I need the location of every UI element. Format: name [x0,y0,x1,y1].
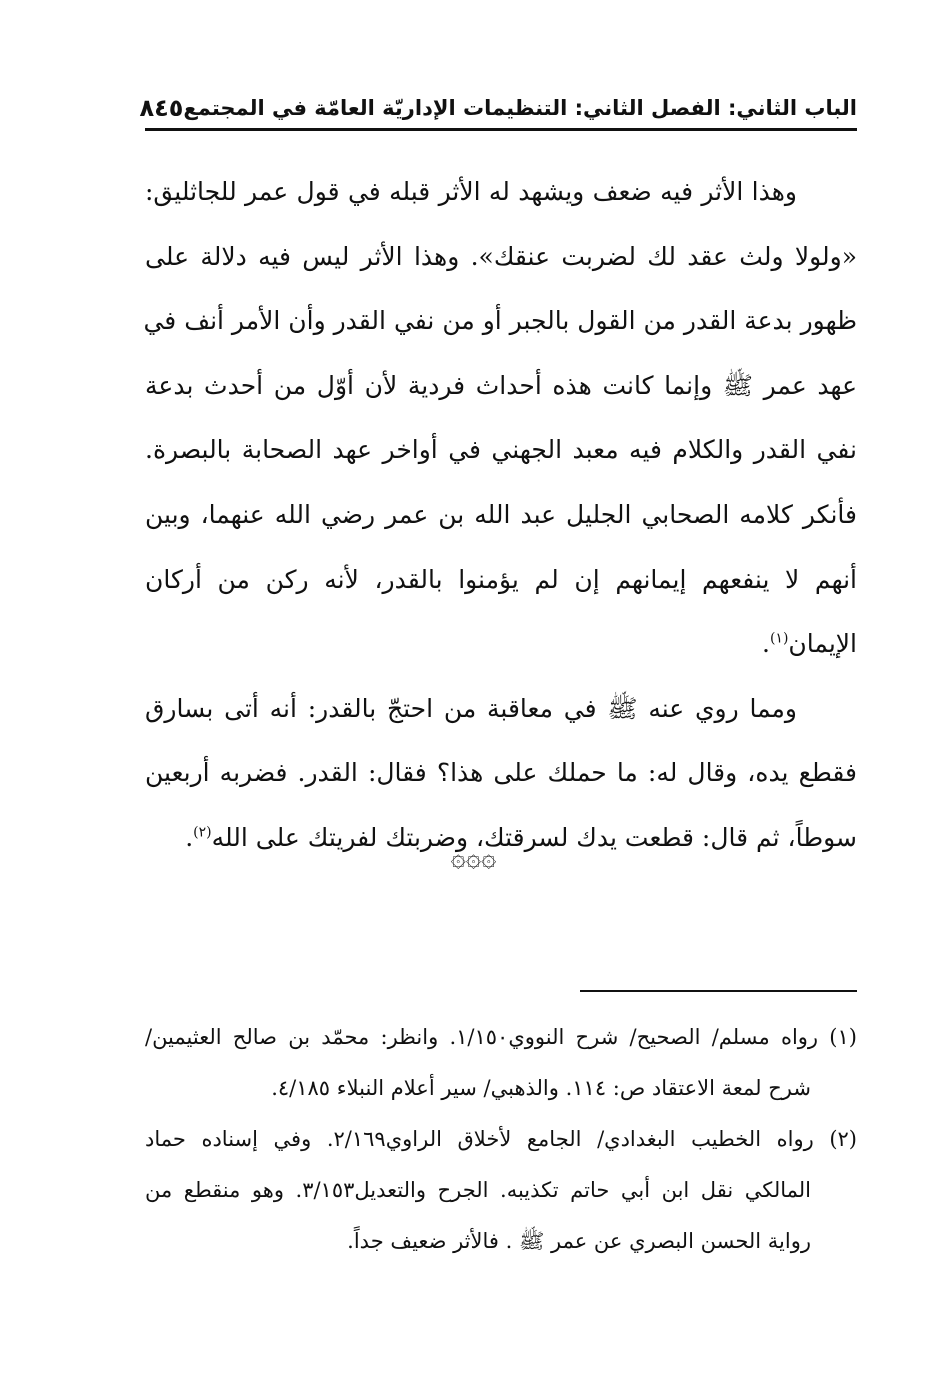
text-line: فقطع يده، وقال له: ما حملك على هذا؟ فقال: القدر. فضربه أربعين [145,758,857,788]
footnote-1 [145,1012,857,1114]
sentence-end: . [761,629,770,659]
paragraph-2 [145,677,857,871]
header-divider [145,128,857,131]
text-line: ومما روي عنه ﷺ في معاقبة من احتجّ بالقدر: أنه أتى بسارق [145,693,797,723]
footnote-line: شرح لمعة الاعتقاد ص: ١١٤. والذهبي/ سير أعلام النبلاء ٤/١٨٥. [271,1076,811,1100]
section-ornament: ۞۞۞ [450,843,497,873]
main-text [145,160,857,871]
text-line: أنهم لا ينفعهم إيمانهم إن لم يؤمنوا بالقدر، لأنه ركن من أركان [145,564,857,594]
text-line-last [145,612,857,677]
footnote-divider [580,990,857,992]
text-fragment: سوطاً، ثم قال: قطعت يدك لسرقتك، وضربتك لفريتك على الله [211,822,857,852]
footnote-ref-1[interactable]: (١) [769,630,789,647]
running-header [139,88,857,128]
text-fragment: الإيمان [788,629,857,659]
footnote-line: (١) رواه مسلم/ الصحيح/ شرح النووي١/١٥٠. وانظر: محمّد بن صالح العثيمين/ [145,1025,857,1049]
sentence-end: . [185,822,194,852]
text-line: عهد عمر ﷺ وإنما كانت هذه أحداث فردية لأن أوّل من أحدث بدعة [145,370,857,400]
text-line: «ولولا ولث عقد لك لضربت عنقك». وهذا الأثر ليس فيه دلالة على [145,241,857,271]
text-line: نفي القدر والكلام فيه معبد الجهني في أواخر عهد الصحابة بالبصرة. [145,435,857,465]
footnote-line: رواية الحسن البصري عن عمر ﷺ . فالأثر ضعيف جداً. [347,1229,811,1253]
text-line: وهذا الأثر فيه ضعف ويشهد له الأثر قبله في قول عمر للجاثليق: [145,177,797,206]
footnote-line: (٢) رواه الخطيب البغدادي/ الجامع لأخلاق الراوي٢/١٦٩. وفي إسناده حماد [145,1127,857,1151]
text-line: فأنكر كلامه الصحابي الجليل عبد الله بن عمر رضي الله عنهما، وبين [145,499,857,529]
page-number: ٨٤٥ [139,94,184,122]
footnote-ref-2[interactable]: (٢) [193,824,212,841]
footnote-line: المالكي نقل ابن أبي حاتم تكذيبه. الجرح والتعديل٣/١٥٣. وهو منقطع من [145,1178,811,1202]
footnotes [145,1012,857,1267]
footnote-2 [145,1114,857,1267]
chapter-title: الباب الثاني: الفصل الثاني: التنظيمات الإداريّة العامّة في المجتمع [183,96,857,120]
text-line: ظهور بدعة القدر من القول بالجبر أو من نفي القدر وأن الأمر أنف في [143,306,857,336]
paragraph-1 [145,160,857,677]
